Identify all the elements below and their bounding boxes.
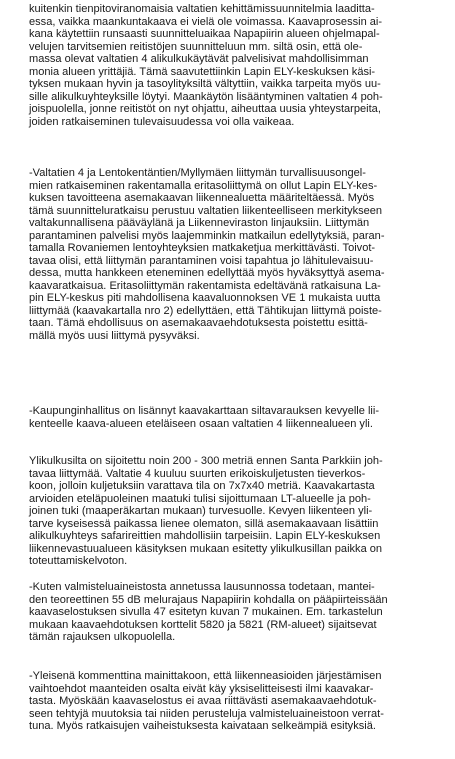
text-line: -Kaupunginhallitus on lisännyt kaavakarttaan siltavarauksen kevyelle lii- <box>29 405 380 417</box>
text-line: -Valtatien 4 ja Lentokentäntien/Myllymäen liittymän turvallisuusongel- <box>29 167 366 179</box>
text-line: joispuolella, jonne reitistöt on nyt ohjattu, aiheuttaa uusia yhteystarpeita, <box>29 103 381 115</box>
text-line: kuitenkin tienpitoviranomaisia valtatien kehittämissuunnitelmia laaditta- <box>29 3 375 15</box>
text-line: tyksen mukaan hyvin ja tasoylityksiltä vältyttiin, vaikka tarpeita myös uu- <box>29 78 381 90</box>
text-line: liittymää (kaavakartalla nro 2) edellyttäen, että Tähtikujan liittymä poiste- <box>29 304 382 317</box>
paragraph-6 <box>29 670 384 733</box>
text-line: tavaa olisi, että liittymän parantaminen voisi tapahtua jo lähitulevaisuu- <box>29 254 374 267</box>
text-line: pin ELY-keskus piti mahdollisena kaavaluonnoksen VE 1 mukaista uutta <box>29 292 381 304</box>
text-line: toteuttamiskelvoton. <box>29 555 128 567</box>
text-line: kuksen tavoitteena asemakaavan liikennealuetta määriteltäessä. Myös <box>29 192 375 204</box>
text-line: mukaan kaavaehdotuksen korttelit 5820 ja 5821 (RM-alueet) sijaitsevat <box>29 618 377 631</box>
text-line: dessa, mutta hankkeen eteneminen edellyttää myös hyväksyttyä asema- <box>29 267 385 279</box>
text-line: kana käytettiin runsaasti suunnitteluaikaa Napapiirin alueen ohjelmapal- <box>29 28 380 40</box>
text-line: mällä myös uusi liittymä pysyväksi. <box>29 329 200 342</box>
text-line: tuna. Myös ratkaisujen vaiheistuksesta kaivataan selkeämpiä esityksiä. <box>29 720 376 732</box>
text-line: kenteelle kaava-alueen eteläiseen osaan valtatien 4 liikennealueen yli. <box>29 417 373 430</box>
text-line: taan. Tämä ehdollisuus on asemakaavaehdotuksesta poistettu esittä- <box>29 317 368 329</box>
text-line: joinen tuki (maaperäkartan mukaan) turvesuolle. Kevyen liikenteen yli- <box>29 505 373 517</box>
text-line: mien ratkaiseminen rakentamalla eritasoliittymä on ollut Lapin ELY-kes- <box>29 179 378 192</box>
paragraph-3 <box>29 405 379 430</box>
text-line: liikennevastuualueen käsityksen mukaan esitetty ylikulkusillan paikka on <box>29 542 383 555</box>
text-line: vaihtoehdot maanteiden osalta eivät käy yksiselitteisesti ilmi kaavakar- <box>29 682 374 695</box>
text-line: den teoreettinen 55 dB melurajaus Napapiirin kohdalla on pääpiirteissään <box>29 593 388 606</box>
text-line: velujen tarvitsemien reitistöjen suunnitteluun mm. siltä osin, että ole- <box>29 40 363 53</box>
text-line: sille alikulkuyhteyksille löytyi. Maankäytön lisääntyminen valtatien 4 poh- <box>29 90 383 103</box>
paragraph-5 <box>29 581 388 644</box>
paragraph-4 <box>29 455 383 568</box>
text-line: koon, jolloin kuljetuksiin varattava tila on 7x7x40 metriä. Kaavakartasta <box>29 480 375 492</box>
text-line: tasta. Myöskään kaavaselostus ei avaa riittävästi asemakaavaehdotuk- <box>29 695 377 707</box>
text-line: -Yleisenä kommenttina mainittakoon, että liikenneasioiden järjestämisen <box>29 670 382 682</box>
text-line: tämän rajauksen ulkopuolella. <box>29 631 176 643</box>
paragraph-2 <box>29 167 385 342</box>
text-line: kaavaratkaisua. Eritasoliittymän rakentamista edeltävänä ratkaisuna La- <box>29 279 381 292</box>
text-line: essa, vaikka maankuntakaava ei vielä ole voimassa. Kaavaprosessin ai- <box>29 15 383 28</box>
text-line: tavaa liittymää. Valtatie 4 kuuluu suurten erikoiskuljetusten tieverkos- <box>29 467 366 480</box>
text-line: seen tehtyjä muutoksia tai niiden perusteluja valmisteluaineistoon verrat- <box>29 707 384 720</box>
text-line: tamalla Rovaniemen lentoyhteyksien matkaketjua merkittävästi. Toivot- <box>29 242 376 254</box>
text-line: kaavaselostuksen sivulla 47 esitetyn kuvan 7 mukainen. Em. tarkastelun <box>29 606 383 618</box>
text-line: -Kuten valmisteluaineistosta annetussa lausunnossa todetaan, mantei- <box>29 581 375 593</box>
text-line: alikulkuyhteys safarireittien mahdollisiin tarpeisiin. Lapin ELY-keskuksen <box>29 530 381 542</box>
text-line: valtakunnallisena pääväylänä ja Liikenneviraston linjauksiin. Liittymän <box>29 217 370 229</box>
text-line: parantaminen palvelisi myös laajemminkin matkailun edellytyksiä, paran- <box>29 229 385 242</box>
text-line: massa olevat valtatien 4 alikulkukäytävät palvelisivat mahdollisimman <box>29 53 369 65</box>
text-line: tarve kyseisessä paikassa lienee olematon, sillä asemakaavaan lisättiin <box>29 517 379 530</box>
text-line: Ylikulkusilta on sijoitettu noin 200 - 300 metriä ennen Santa Parkkiin joh- <box>29 455 383 467</box>
text-line: arvioiden eteläpuoleinen maatuki tulisi sijoittumaan LT-alueelle ja poh- <box>29 492 371 505</box>
text-line: tämä suunnitteluratkaisu perustuu valtatien liikenteelliseen merkitykseen <box>29 204 383 217</box>
paragraph-1 <box>29 3 383 128</box>
text-line: joiden ratkaiseminen tulevaisuudessa voi olla vaikeaa. <box>29 115 295 128</box>
text-line: monia alueen yrittäjiä. Tämä saavutettiinkin Lapin ELY-keskuksen käsi- <box>29 65 376 78</box>
